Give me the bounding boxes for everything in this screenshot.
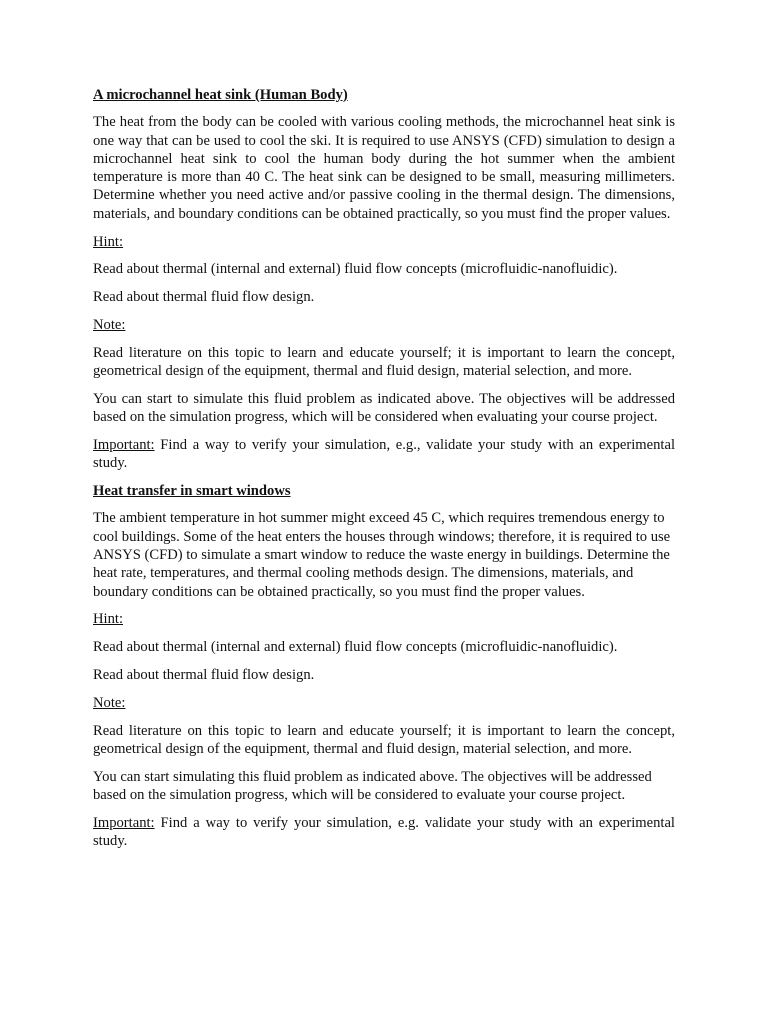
hint-label-text: Hint: [93, 611, 123, 628]
important-paragraph [93, 436, 675, 473]
section-microchannel-heat-sink [93, 86, 675, 473]
hint-line: Read about thermal fluid flow design. [93, 666, 315, 683]
important-paragraph [93, 814, 675, 851]
section-smart-windows [93, 482, 675, 850]
hint-line: Read about thermal (internal and external) fluid flow concepts (microfluidic-nanofluidic). [93, 639, 618, 656]
important-text: Find a way to verify your simulation, e.g., validate your study with an experimental study. [93, 436, 675, 472]
hint-label [93, 610, 675, 628]
simulate-paragraph: You can start to simulate this fluid problem as indicated above. The objectives will be addressed based on the simulation progress, which will be considered when evaluating your course project. [93, 390, 675, 426]
simulate-paragraph: You can start simulating this fluid problem as indicated above. The objectives will be addressed based on the simulation progress, which will be considered to evaluate your course project. [93, 768, 652, 803]
note-paragraph: Read literature on this topic to learn and educate yourself; it is important to learn the concept, geometrical design of the equipment, thermal and fluid design, material selection, and more. [93, 344, 675, 380]
hint-line: Read about thermal (internal and external) fluid flow concepts (microfluidic-nanofluidic). [93, 261, 618, 278]
note-label [93, 694, 675, 712]
important-label: Important: [93, 814, 155, 831]
hint-line: Read about thermal fluid flow design. [93, 289, 315, 306]
important-label: Important: [93, 436, 155, 453]
hint-label [93, 233, 675, 251]
section-title: A microchannel heat sink (Human Body) [93, 87, 348, 103]
note-label [93, 316, 675, 334]
note-paragraph: Read literature on this topic to learn and educate yourself; it is important to learn the concept, geometrical design of the equipment, thermal and fluid design, material selection, and more. [93, 722, 675, 757]
note-label-text: Note: [93, 316, 126, 333]
hint-label-text: Hint: [93, 233, 123, 250]
section-title: Heat transfer in smart windows [93, 483, 291, 500]
document-page [93, 86, 675, 860]
important-text: Find a way to verify your simulation, e.g. validate your study with an experimental study. [93, 814, 675, 849]
section-intro-paragraph: The ambient temperature in hot summer might exceed 45 C, which requires tremendous energy to cool buildings. Some of the heat enters the houses through windows; therefore, it is required to use ANSYS (CFD) to simulate a smart window to reduce the waste energy in buildings. Determine the heat rate, temperatures, and thermal cooling methods design. The dimensions, materials, and boundary conditions can be obtained practically, so you must find the proper values. [93, 510, 671, 600]
note-label-text: Note: [93, 694, 126, 711]
section-intro-paragraph: The heat from the body can be cooled with various cooling methods, the microchannel heat sink is one way that can be used to cool the ski. It is required to use ANSYS (CFD) simulation to design a microchannel heat sink to cool the human body during the hot summer when the ambient temperature is more than 40 C. The heat sink can be designed to be small, measuring millimeters. Determine whether you need active and/or passive cooling in the thermal design. The dimensions, materials, and boundary conditions can be obtained practically, so you must find the proper values. [93, 114, 675, 222]
